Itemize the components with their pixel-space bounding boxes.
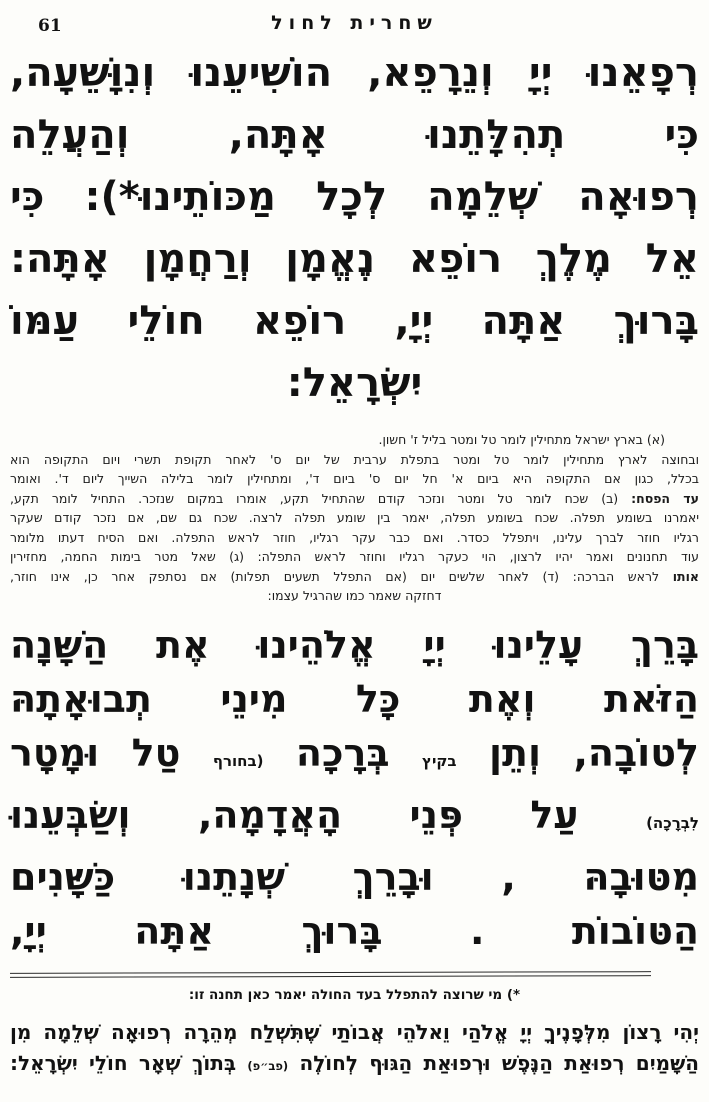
prayer-line: בָּרוּךְ אַתָּה יְיָ, רוֹפֵא חוֹלֵי עַמּוֹ xyxy=(10,298,699,344)
prayer-line-with-footnote-marker: רְפוּאָה שְׁלֵמָה לְכָל מַכּוֹתֵינוּ*): כִּי xyxy=(10,174,699,220)
commentary-line: עוד תחנונים ואמר יהיו לרצון, הוי כעקר רגליו וחוזר לראש התפלה: (ג) שאל מטר בימות החמה, מחזירין xyxy=(10,549,699,564)
footnote-text: מי שרוצה להתפלל בעד החולה יאמר כאן תחנה זו: xyxy=(188,986,503,1003)
commentary-catchword: אותו xyxy=(672,568,699,584)
prayer-line: יְהִי רָצוֹן מִלְּפָנֶיךָ יְיָ אֱלֹהַי וֵאלֹהֵי אֲבוֹתַי שֶׁתִּשְׁלַח מְהֵרָה רְפוּאָה שְׁלֵמָה מִן xyxy=(10,1019,699,1044)
halachic-commentary xyxy=(10,430,699,606)
prayer-line xyxy=(10,788,699,850)
barech-aleinu-blessing xyxy=(10,618,699,958)
page-number: 61 xyxy=(38,16,62,36)
prayer-text: לְטוֹבָה, וְתֵן xyxy=(488,730,700,775)
prayer-line xyxy=(10,726,699,788)
prayer-line: מִטּוּבָהּ , וּבָרֵךְ שְׁנָתֵנוּ כַּשָּׁנִים xyxy=(10,854,699,899)
commentary-text: לראש הברכה: (ד) לאחר שלשים יום (אם התפלל תשעים תפלות) אם נסתפק אחר כן, אינו חוזר, xyxy=(10,568,660,584)
seasonal-rubric-winter: (בחורף xyxy=(212,751,264,770)
seasonal-rubric-winter-end: לִבְרָכָה) xyxy=(646,813,699,832)
prayer-line: כִּי תְהִלָּתֵנוּ אָתָּה, וְהַעֲלֵה xyxy=(10,112,699,158)
footnote-divider-rule xyxy=(10,971,651,978)
prayer-line: בָּרֵךְ עָלֵינוּ יְיָ אֱלֹהֵינוּ אֶת הַשָּׁנָה xyxy=(10,622,699,667)
commentary-line: רגליו חוזר לברך עלינו, ויתפלל כסדר. ואם כבר עקר רגליו, חוזר לראש התפלה. ואם הסיח דעתו מלומר xyxy=(10,529,699,545)
commentary-catchword: עד הפסח: xyxy=(631,490,699,506)
prayer-line: הַזֹּאת וְאֶת כָּל מִינֵי תְבוּאָתָהּ xyxy=(10,676,699,721)
prayer-text: עַל פְּנֵי הָאֲדָמָה, וְשַׂבְּעֵנוּ xyxy=(10,792,579,837)
prayer-line: רְפָאֵנוּ יְיָ וְנֵרָפֵא, הוֹשִׁיעֵנוּ וְנִוָּשֵׁעָה, xyxy=(10,50,699,96)
page-title: שחרית לחול xyxy=(271,12,438,34)
commentary-text: (ב) שכח לומר טל ומטר ונזכר קודם שהתחיל תקע, אומרו במקום שנזכר. התחיל לומר תקע, xyxy=(10,490,619,506)
prayer-text: הַשָּׁמַיִם רְפוּאַת הַנֶּפֶשׁ וּרְפוּאַת הַגּוּף לְחוֹלֶה xyxy=(299,1050,699,1075)
prayer-for-the-sick xyxy=(10,1017,699,1082)
commentary-line: בכלל, כגון אם התקופה היא ביום א' חל יום ס' ביום ד', ומתחילין לומר בלילה השייך ליום ד'. ואומר xyxy=(10,471,699,486)
refaenu-blessing xyxy=(10,42,699,414)
commentary-line: יאמרנו בשומע תפלה. שכח בשומע תפלה, יאמר בין שומע תפלה לרצה. שכח גם שם, אם נזכר קודם שעקר xyxy=(10,510,699,525)
prayer-line: יִשְׂרָאֵל: xyxy=(286,360,423,406)
commentary-line: דחזקה שאמר כמו שהרגיל עצמו: xyxy=(267,588,442,603)
prayer-line: הַטּוֹבוֹת . בָּרוּךְ אַתָּה יְיָ, xyxy=(10,908,699,953)
prayer-line: אֵל מֶלֶךְ רוֹפֵא נֶאֱמָן וְרַחֲמָן אָתָּה: xyxy=(10,236,699,282)
prayer-text: בְּרָכָה xyxy=(295,730,390,775)
seasonal-rubric-summer: בקיץ xyxy=(422,751,457,770)
prayer-line xyxy=(10,1048,699,1082)
commentary-line xyxy=(10,489,699,509)
prayer-text: בְּתוֹךְ שְׁאָר חוֹלֵי יִשְׂרָאֵל: xyxy=(10,1050,237,1075)
commentary-line: ובחוצה לארץ מתחילין לומר טל ומטר בתפלת ערבית של יום ס' לאחר תקופת תשרי ויום התקופה הוא xyxy=(10,451,699,467)
commentary-line: (א) בארץ ישראל מתחילין לומר טל ומטר בליל ז' חשון. xyxy=(378,432,665,447)
prayer-text-winter-insert: טַל וּמָטָר xyxy=(10,730,181,775)
footnote-reference-marker: *) xyxy=(506,986,521,1003)
name-placeholder-abbreviation: (פב״פ) xyxy=(247,1058,289,1073)
commentary-line xyxy=(10,567,699,587)
footnote xyxy=(10,987,699,1003)
